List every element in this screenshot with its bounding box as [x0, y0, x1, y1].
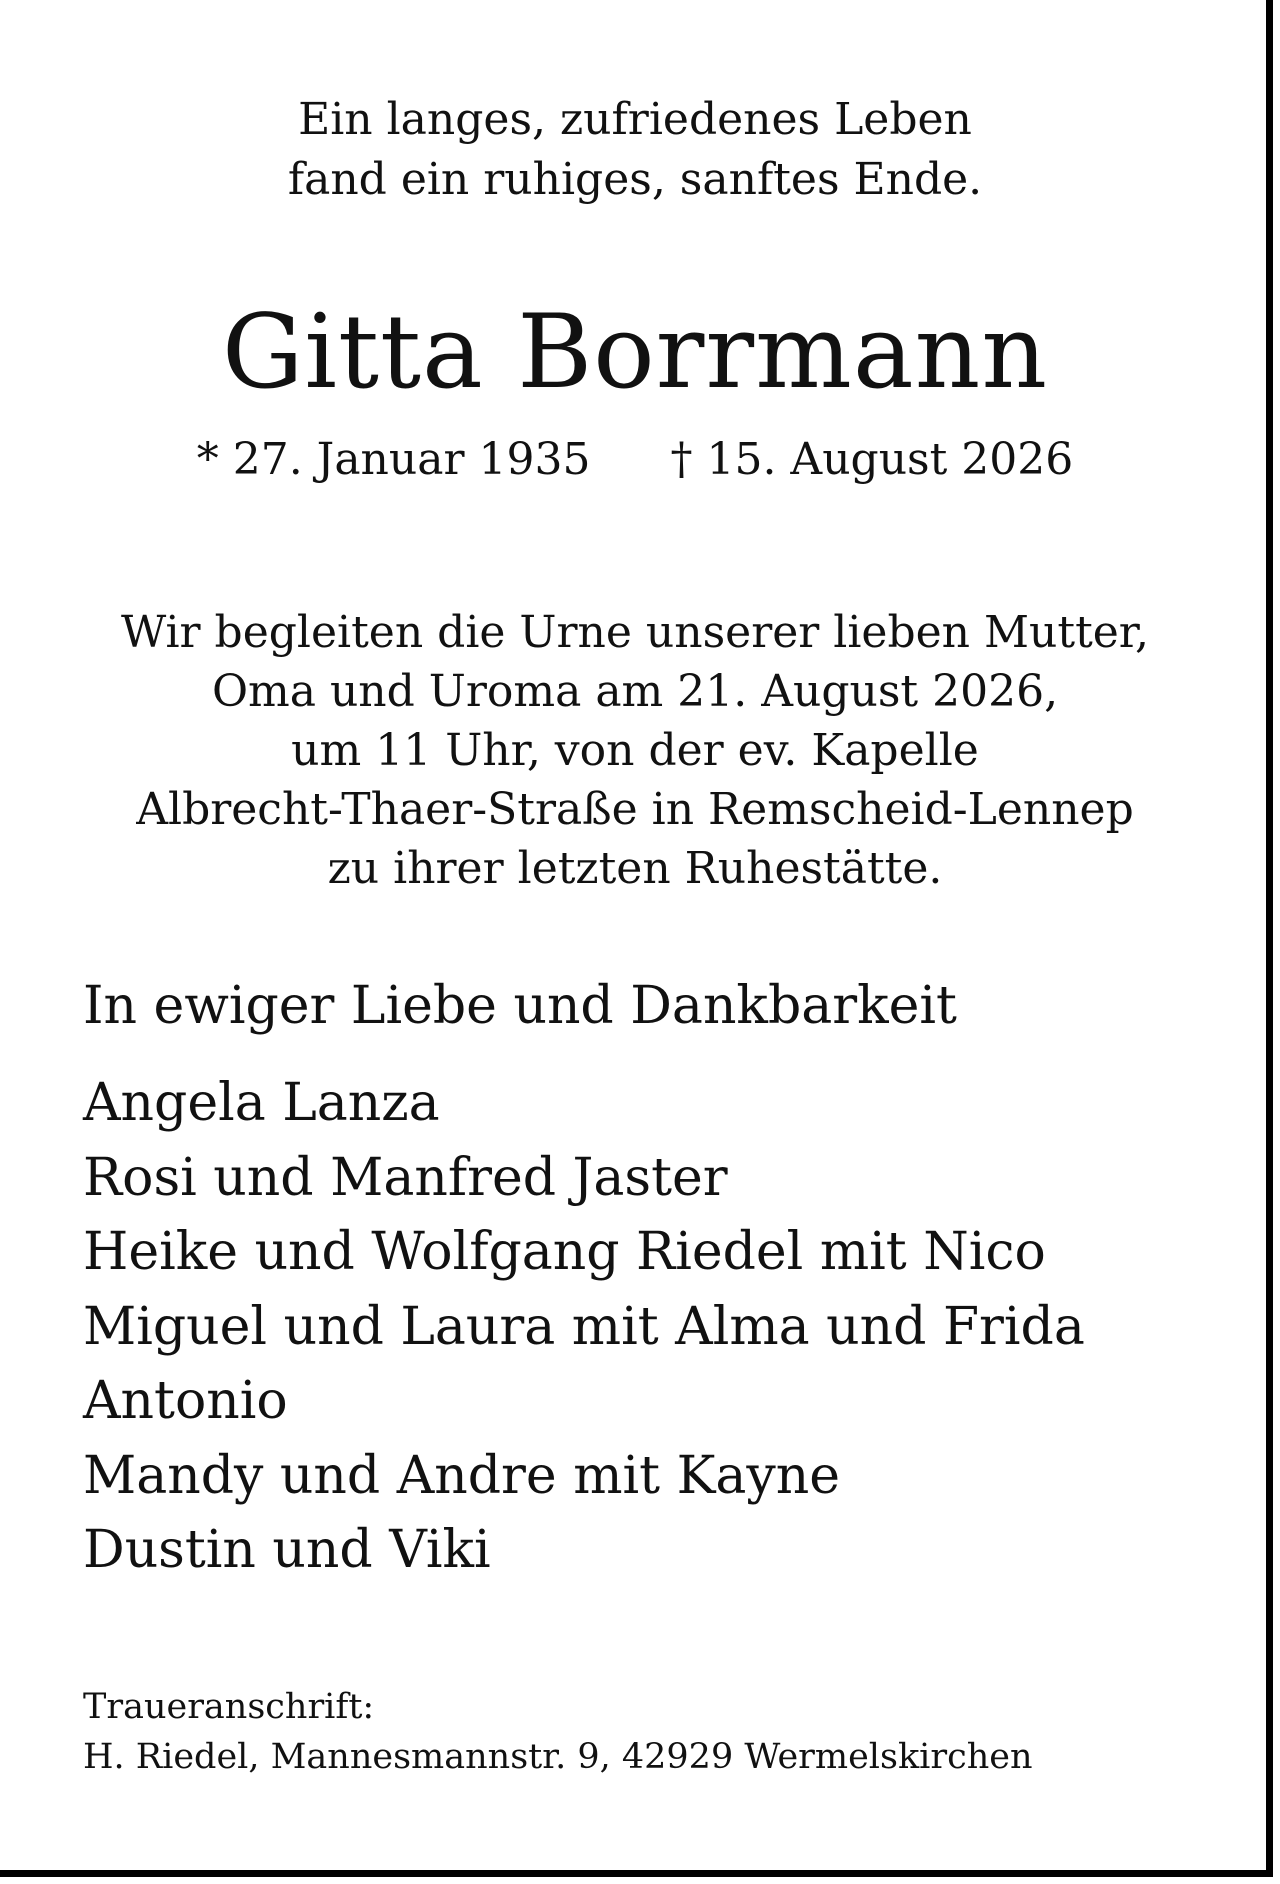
notice-line: Oma und Uroma am 21. August 2026, — [211, 666, 1059, 717]
notice-line: zu ihrer letzten Ruhestätte. — [327, 843, 943, 894]
mourner-entry: Mandy und Andre mit Kayne — [83, 1445, 841, 1506]
mourner-entry: Dustin und Viki — [83, 1520, 491, 1580]
notice-line: Wir begleiten die Urne unserer lieben Mutter, — [121, 607, 1149, 658]
mourner-entry: Rosi und Manfred Jaster — [83, 1147, 728, 1208]
mourner-entry: Angela Lanza — [83, 1073, 440, 1133]
funeral-notice — [0, 603, 1270, 898]
closing-phrase: In ewiger Liebe und Dankbarkeit — [83, 976, 957, 1036]
address-line: H. Riedel, Mannesmannstr. 9, 42929 Wermelskirchen — [83, 1737, 1033, 1777]
notice-line: Albrecht-Thaer-Straße in Remscheid-Lennep — [136, 784, 1134, 835]
mourner-entry: Heike und Wolfgang Riedel mit Nico — [83, 1222, 1046, 1282]
motto-line: Ein langes, zufriedenes Leben — [298, 94, 972, 145]
mourning-address — [83, 1682, 1033, 1782]
mourner-entry: Antonio — [83, 1371, 288, 1431]
mourner-entry: Miguel und Laura mit Alma und Frida — [83, 1296, 1085, 1357]
motto-line: fand ein ruhiges, sanftes Ende. — [287, 154, 983, 205]
mourners-list — [83, 1066, 1085, 1588]
life-dates — [0, 430, 1270, 490]
death-date: † 15. August 2026 — [670, 434, 1074, 485]
motto-verse — [0, 90, 1270, 210]
birth-date: * 27. Januar 1935 — [196, 434, 591, 485]
notice-line: um 11 Uhr, von der ev. Kapelle — [291, 725, 979, 776]
address-label: Traueranschrift: — [83, 1687, 375, 1727]
deceased-name: Gitta Borrmann — [221, 293, 1049, 412]
